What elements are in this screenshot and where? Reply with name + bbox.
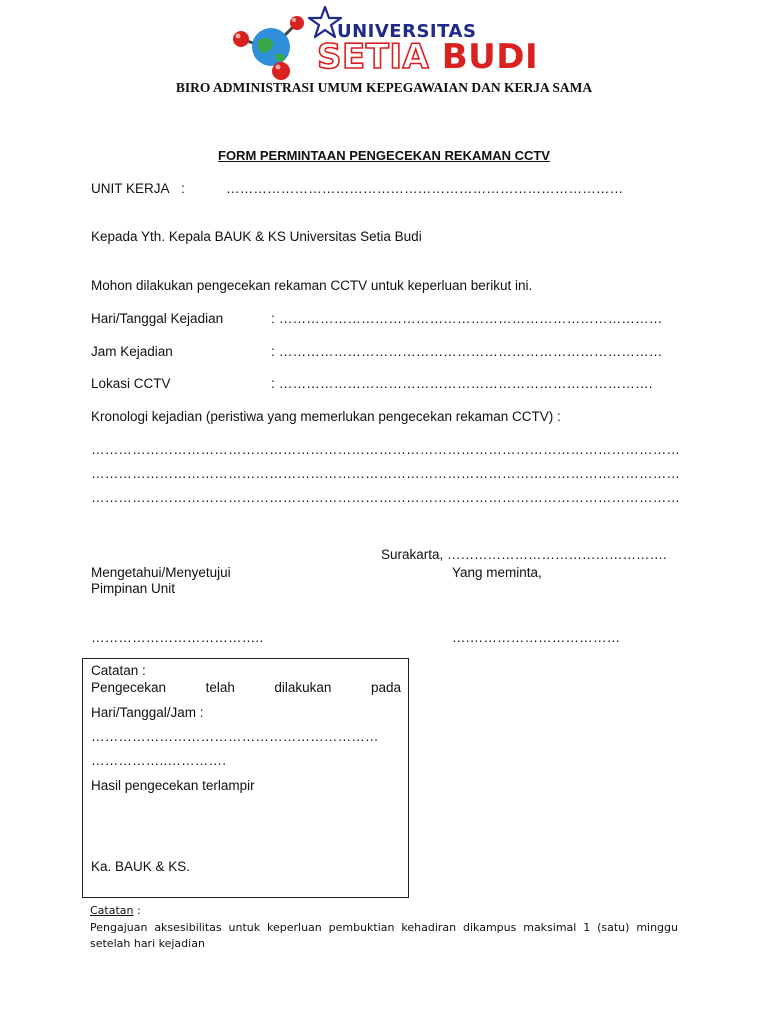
logo-budi-text: BUDI <box>441 37 539 77</box>
logo-setia-text: SETIA <box>317 37 430 77</box>
field-jam[interactable]: : ………………………………………………………………………… <box>271 344 663 359</box>
box-dots-line-2[interactable]: ……………..…………. <box>91 753 227 768</box>
department-heading: BIRO ADMINISTRASI UMUM KEPEGAWAIAN DAN KERJA SAMA <box>175 80 593 95</box>
kronologi-line-2[interactable]: ………………………………………………………………………………………………………………… <box>91 466 681 481</box>
addressee-line: Kepada Yth. Kepala BAUK & KS Universitas Setia Budi <box>91 229 422 244</box>
signature-line-right[interactable]: ….…………………………… <box>452 630 621 645</box>
request-intro: Mohon dilakukan pengecekan rekaman CCTV untuk keperluan berikut ini. <box>91 278 533 293</box>
footnote-body: Pengajuan aksesibilitas untuk keperluan pembuktian kehadiran dikampus maksimal 1 (satu) minggu setelah hari kejadian <box>90 921 678 950</box>
logo-name-text <box>317 37 538 77</box>
footnote-colon: : <box>137 904 141 917</box>
field-label-jam: Jam Kejadian <box>91 344 173 359</box>
form-title <box>0 148 768 163</box>
signature-line-left[interactable]: ……………………………….. <box>91 630 264 645</box>
unit-kerja-field[interactable]: …………………………………………………………………………… <box>226 181 624 196</box>
footnote-title: Catatan <box>90 904 134 917</box>
box-word: dilakukan <box>274 680 332 695</box>
approval-label: Mengetahui/Menyetujui <box>91 565 231 580</box>
kronologi-line-1[interactable]: ………………………………………………………………………………………………………………… <box>91 442 681 457</box>
field-label-lokasi: Lokasi CCTV <box>91 376 171 391</box>
logo-universitas-text: UNIVERSITAS <box>337 21 477 42</box>
university-logo <box>225 5 545 83</box>
kronologi-line-3[interactable]: ………………………………………………………………………………………………………………… <box>91 490 681 505</box>
box-hari-label: Hari/Tanggal/Jam : <box>91 705 204 720</box>
form-title-text: FORM PERMINTAAN PENGECEKAN REKAMAN CCTV <box>218 148 550 163</box>
box-pengecekan-line <box>91 680 401 695</box>
field-label-hari-tanggal: Hari/Tanggal Kejadian <box>91 311 224 326</box>
field-hari-tanggal[interactable]: : ………………………………………………………………………… <box>271 311 663 326</box>
verification-box <box>82 658 409 898</box>
requester-label: Yang meminta, <box>452 565 542 580</box>
box-catatan-label: Catatan : <box>91 663 146 678</box>
unit-kerja-label: UNIT KERJA <box>91 181 170 196</box>
box-word: Pengecekan <box>91 680 167 695</box>
kronologi-label: Kronologi kejadian (peristiwa yang memerlukan pengecekan rekaman CCTV) : <box>91 409 561 424</box>
field-lokasi[interactable]: : ………………………………………………………………………. <box>271 376 653 391</box>
unit-kerja-colon: : <box>181 181 185 196</box>
box-word: telah <box>205 680 235 695</box>
box-word: pada <box>370 680 401 695</box>
place-date-line[interactable]: Surakarta, …………………………………………. <box>381 547 667 562</box>
unit-head-label: Pimpinan Unit <box>91 581 176 596</box>
box-result-label: Hasil pengecekan terlampir <box>91 778 255 793</box>
box-signatory-label: Ka. BAUK & KS. <box>91 859 191 874</box>
box-dots-line-1[interactable]: ……………………………………………………… <box>91 729 379 744</box>
